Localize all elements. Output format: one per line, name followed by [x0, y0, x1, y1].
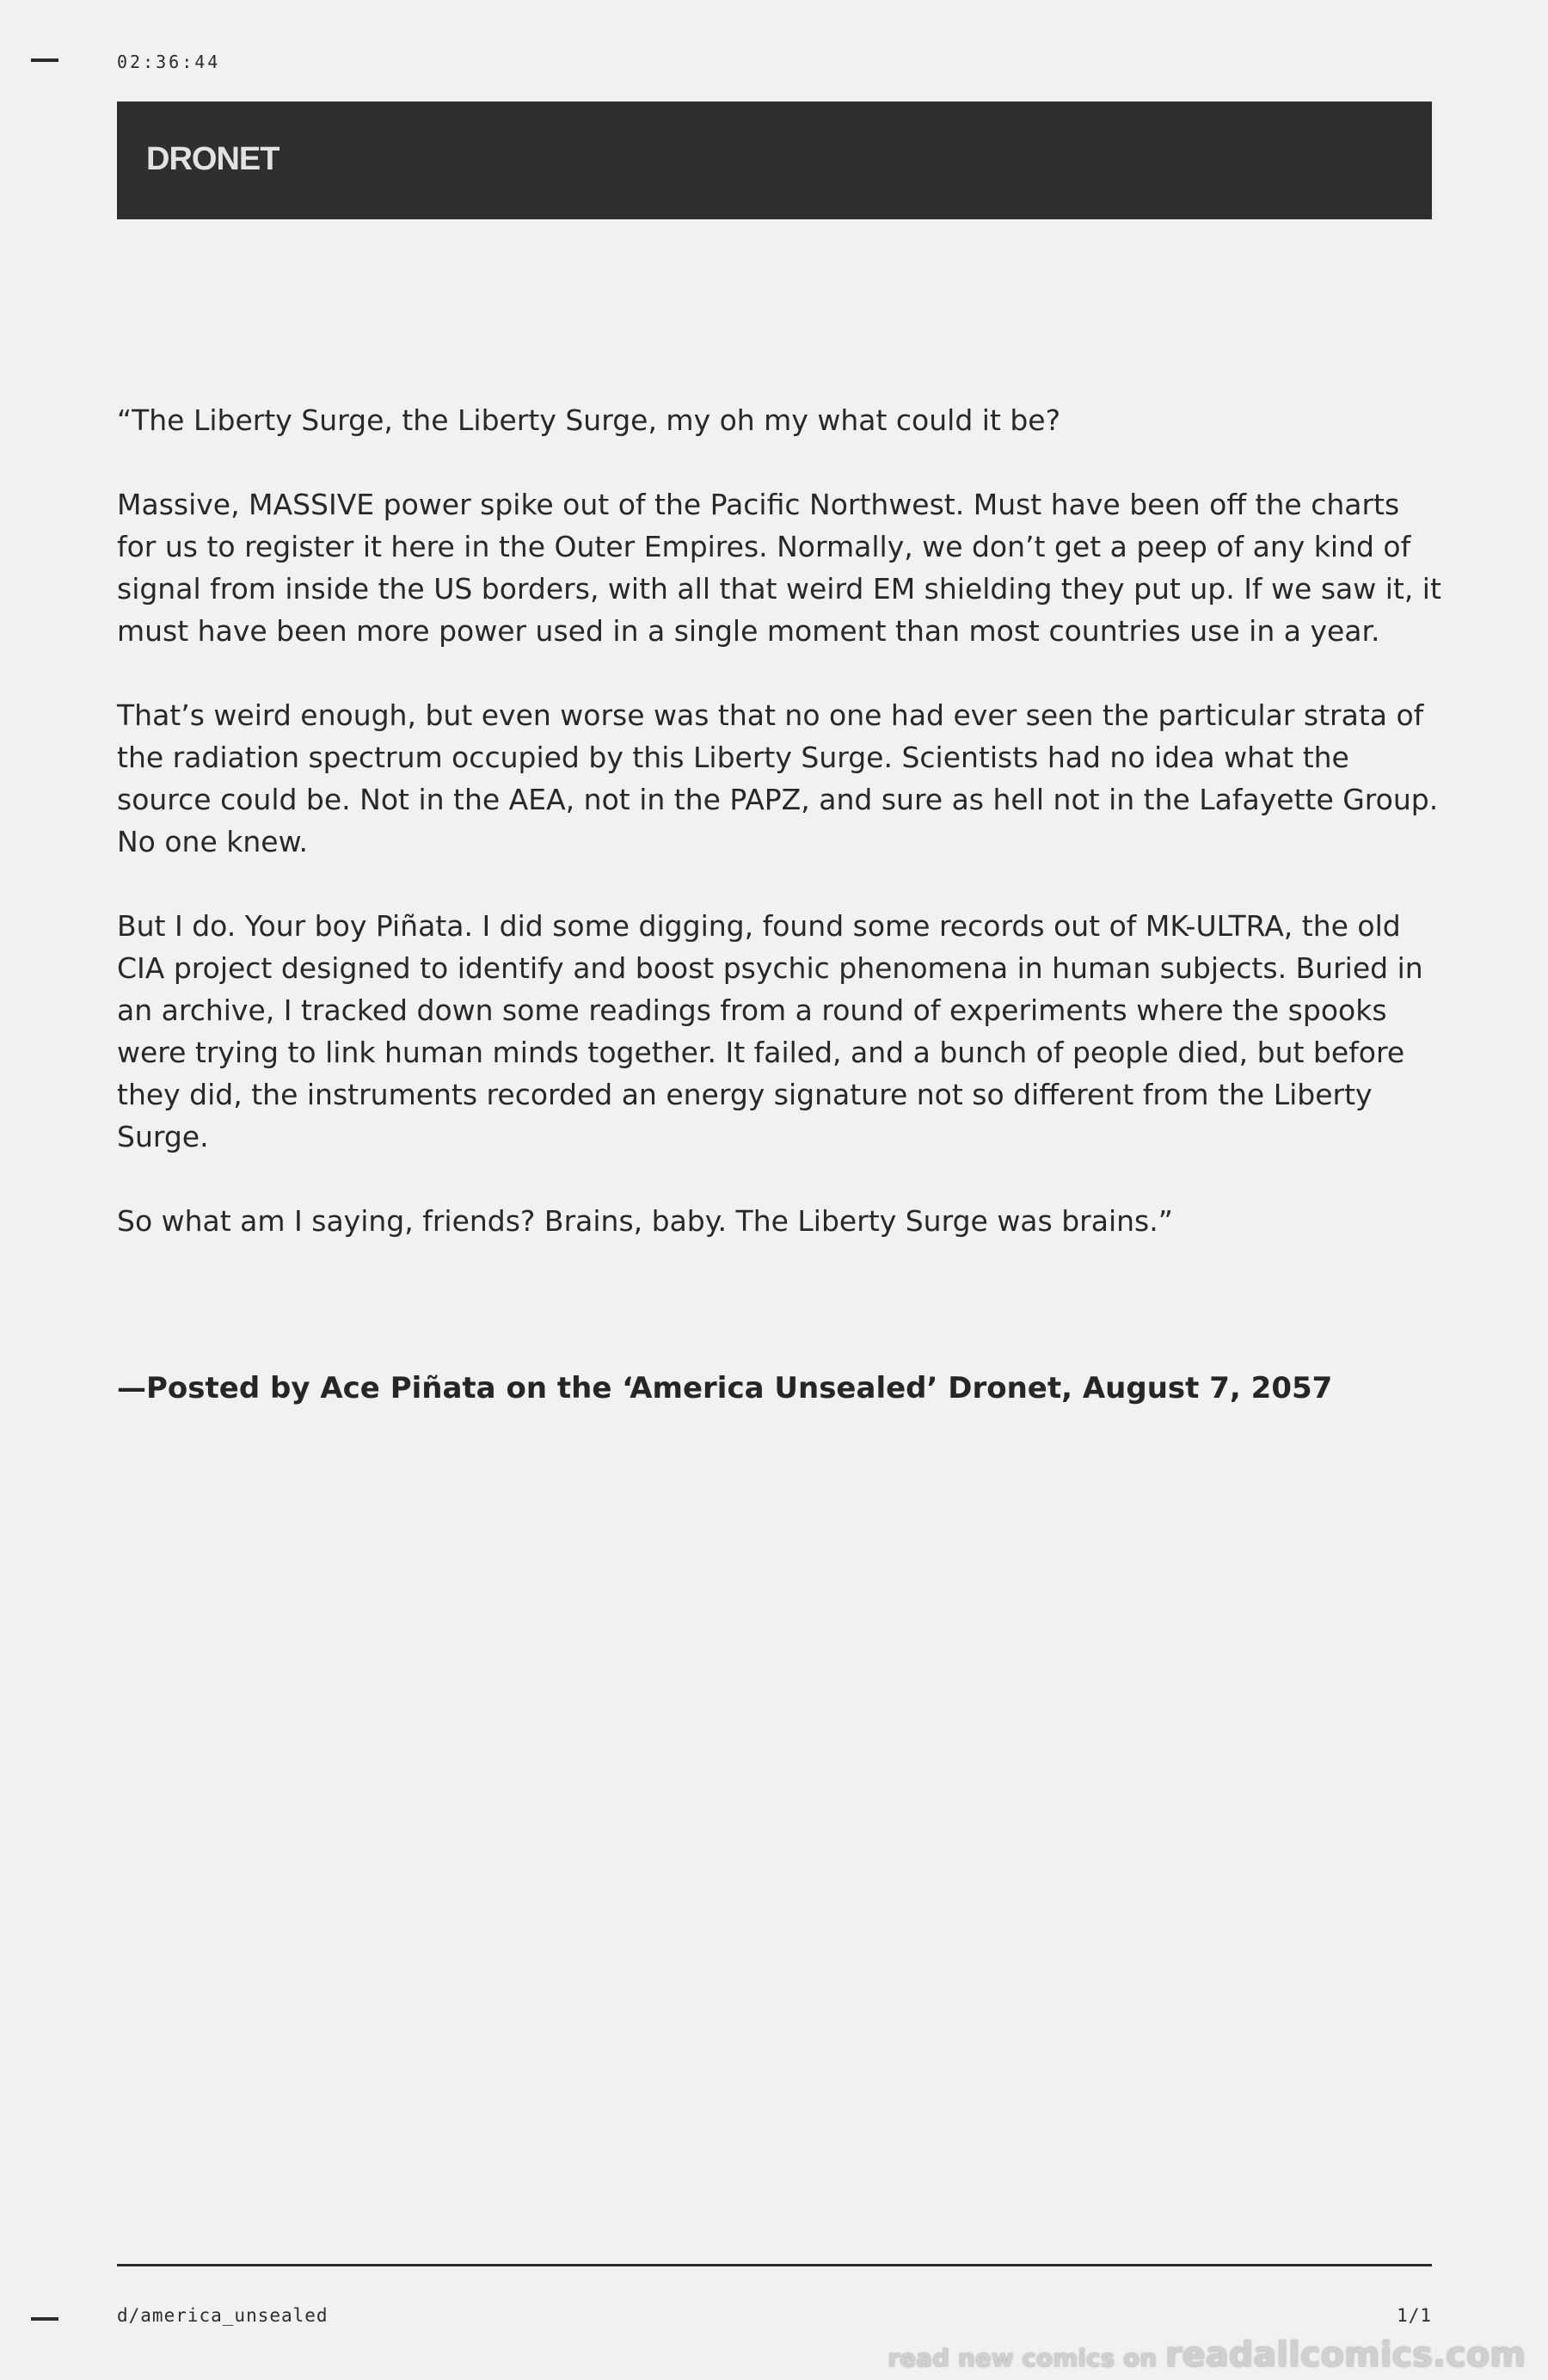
- page-title: DRONET: [146, 141, 280, 177]
- footer-divider: [117, 2264, 1432, 2266]
- article-paragraph: “The Liberty Surge, the Liberty Surge, my oh my what could it be?: [117, 403, 1061, 437]
- article-paragraph: So what am I saying, friends? Brains, baby. The Liberty Surge was brains.”: [117, 1204, 1173, 1238]
- article-paragraph: Massive, MASSIVE power spike out of the Pacific Northwest. Must have been off the charts for us to register it here in the Outer Empires. Normally, we don’t get a peep of any kind of signal from inside the US borders, with all that weird EM shielding they put up. If we saw it, it must have been more power used in a single moment than most countries use in a year.: [117, 488, 1441, 648]
- article-paragraph: But I do. Your boy Piñata. I did some digging, found some records out of MK-ULTRA, the old CIA project designed to identify and boost psychic phenomena in human subjects. Buried in an archive, I tracked down some readings from a round of experiments where the spooks were trying to link human minds together. It failed, and a bunch of people died, but before they did, the instruments recorded an energy signature not so different from the Liberty Surge.: [117, 909, 1423, 1153]
- top-corner-mark: [31, 58, 58, 62]
- bottom-corner-mark: [31, 2317, 58, 2321]
- header-bar: [117, 101, 1432, 219]
- site-watermark: [888, 2335, 1526, 2375]
- article-body: [117, 399, 1441, 1284]
- watermark-prefix: read new comics on: [888, 2344, 1165, 2372]
- page-number: 1/1: [1397, 2305, 1432, 2326]
- footer-path: d/america_unsealed: [117, 2305, 329, 2326]
- watermark-site: readallcomics.com: [1164, 2335, 1526, 2375]
- timestamp: 02:36:44: [117, 52, 221, 72]
- byline: —Posted by Ace Piñata on the ‘America Unsealed’ Dronet, August 7, 2057: [117, 1371, 1333, 1405]
- article-paragraph: That’s weird enough, but even worse was that no one had ever seen the particular strata of the radiation spectrum occupied by this Liberty Surge. Scientists had no idea what the source could be. Not in the AEA, not in the PAPZ, and sure as hell not in the Lafayette Group. No one knew.: [117, 698, 1439, 858]
